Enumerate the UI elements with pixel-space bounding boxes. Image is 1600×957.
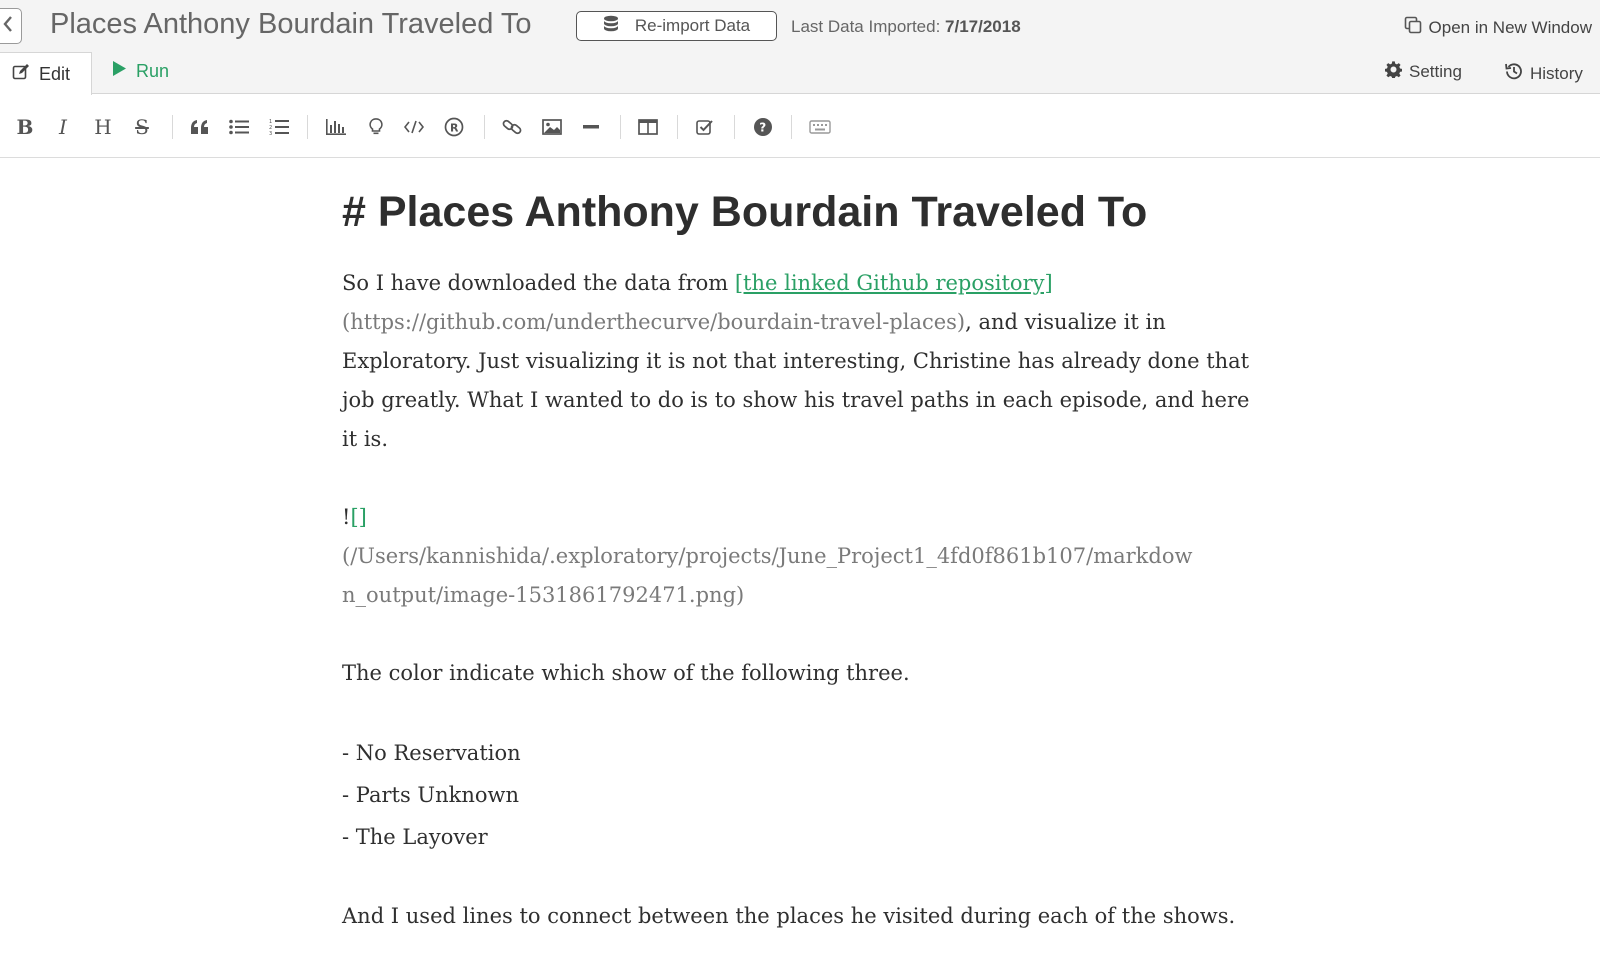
toolbar-divider xyxy=(307,115,308,139)
quote-icon[interactable] xyxy=(186,113,214,141)
database-icon xyxy=(603,15,619,38)
checkbox-icon[interactable] xyxy=(691,113,719,141)
toolbar-divider xyxy=(172,115,173,139)
code-icon[interactable] xyxy=(400,113,428,141)
toolbar-divider xyxy=(734,115,735,139)
unordered-list-icon[interactable] xyxy=(225,113,253,141)
markdown-heading: # Places Anthony Bourdain Traveled To xyxy=(342,188,1148,236)
list-item: - No Reservation xyxy=(342,741,521,765)
paragraph-lines: And I used lines to connect between the places he visited during each of the shows. xyxy=(342,904,1236,928)
image-markdown xyxy=(342,498,1262,615)
image-bang: ! xyxy=(342,505,351,529)
svg-text:2: 2 xyxy=(269,125,273,131)
setting-label: Setting xyxy=(1409,62,1462,81)
keyboard-icon[interactable] xyxy=(806,113,834,141)
chevron-left-icon xyxy=(2,15,14,38)
chart-icon[interactable] xyxy=(322,113,350,141)
setting-button[interactable] xyxy=(1385,61,1462,83)
link-icon[interactable] xyxy=(498,113,526,141)
intro-text: So I have downloaded the data from xyxy=(342,271,735,295)
document-title: Places Anthony Bourdain Traveled To xyxy=(50,8,532,40)
strikethrough-icon[interactable]: S xyxy=(135,115,149,139)
registered-icon[interactable] xyxy=(440,113,468,141)
tab-edit[interactable] xyxy=(0,52,92,95)
toolbar-divider xyxy=(620,115,621,139)
last-import-label: Last Data Imported: xyxy=(791,17,941,36)
help-icon[interactable] xyxy=(749,113,777,141)
svg-text:?: ? xyxy=(759,120,767,135)
image-path-line-2: n_output/image-1531861792471.png) xyxy=(342,583,745,607)
reimport-label: Re-import Data xyxy=(634,16,751,35)
toolbar-divider xyxy=(791,115,792,139)
last-import-date: 7/17/2018 xyxy=(945,17,1021,36)
side-by-side-icon[interactable] xyxy=(634,113,662,141)
svg-text:3: 3 xyxy=(269,131,273,136)
italic-icon[interactable]: I xyxy=(59,115,67,139)
open-new-window-button[interactable] xyxy=(1404,16,1592,39)
back-button[interactable] xyxy=(0,8,22,44)
svg-text:R: R xyxy=(450,121,459,135)
gear-icon xyxy=(1385,61,1402,83)
list-item: - The Layover xyxy=(342,825,488,849)
image-path-line-1: (/Users/kannishida/.exploratory/projects/June_Project1_4fd0f861b107/markdow xyxy=(342,544,1193,568)
image-icon[interactable] xyxy=(538,113,566,141)
tab-run[interactable] xyxy=(112,60,169,82)
paragraph-color: The color indicate which show of the following three. xyxy=(342,661,910,685)
reimport-data-button[interactable] xyxy=(576,11,777,41)
last-import-info xyxy=(791,17,1021,37)
bold-icon[interactable]: B xyxy=(16,115,34,139)
top-header xyxy=(0,0,1600,94)
tab-run-label: Run xyxy=(136,60,170,81)
play-icon xyxy=(112,60,127,82)
history-button[interactable] xyxy=(1505,62,1583,85)
ordered-list-icon[interactable] xyxy=(265,113,293,141)
markdown-editor[interactable] xyxy=(342,186,1262,936)
open-new-window-label: Open in New Window xyxy=(1428,17,1592,37)
toolbar-divider xyxy=(484,115,485,139)
tab-edit-label: Edit xyxy=(39,63,71,84)
toolbar-divider xyxy=(677,115,678,139)
formatting-toolbar xyxy=(0,95,1600,158)
github-url: (https://github.com/underthecurve/bourdain-travel-places) xyxy=(342,310,966,334)
copy-window-icon xyxy=(1404,16,1422,39)
history-icon xyxy=(1505,62,1523,85)
heading-icon[interactable]: H xyxy=(94,115,112,139)
show-list xyxy=(342,732,1262,858)
edit-icon xyxy=(12,63,30,86)
github-link[interactable]: [the linked Github repository] xyxy=(734,271,1053,295)
image-brackets: [] xyxy=(350,505,367,529)
list-item: - Parts Unknown xyxy=(342,783,520,807)
history-label: History xyxy=(1530,63,1583,83)
lightbulb-icon[interactable] xyxy=(362,113,390,141)
intro-rest-text: , and visualize it in Exploratory. Just visualizing it is not that interesting, Christine has already done that job greatly. What I wanted to do is to show his travel paths in each episode, and here it is. xyxy=(342,310,1250,451)
svg-text:1: 1 xyxy=(269,119,273,125)
horizontal-rule-icon[interactable] xyxy=(577,113,605,141)
paragraph-intro xyxy=(342,264,1262,459)
